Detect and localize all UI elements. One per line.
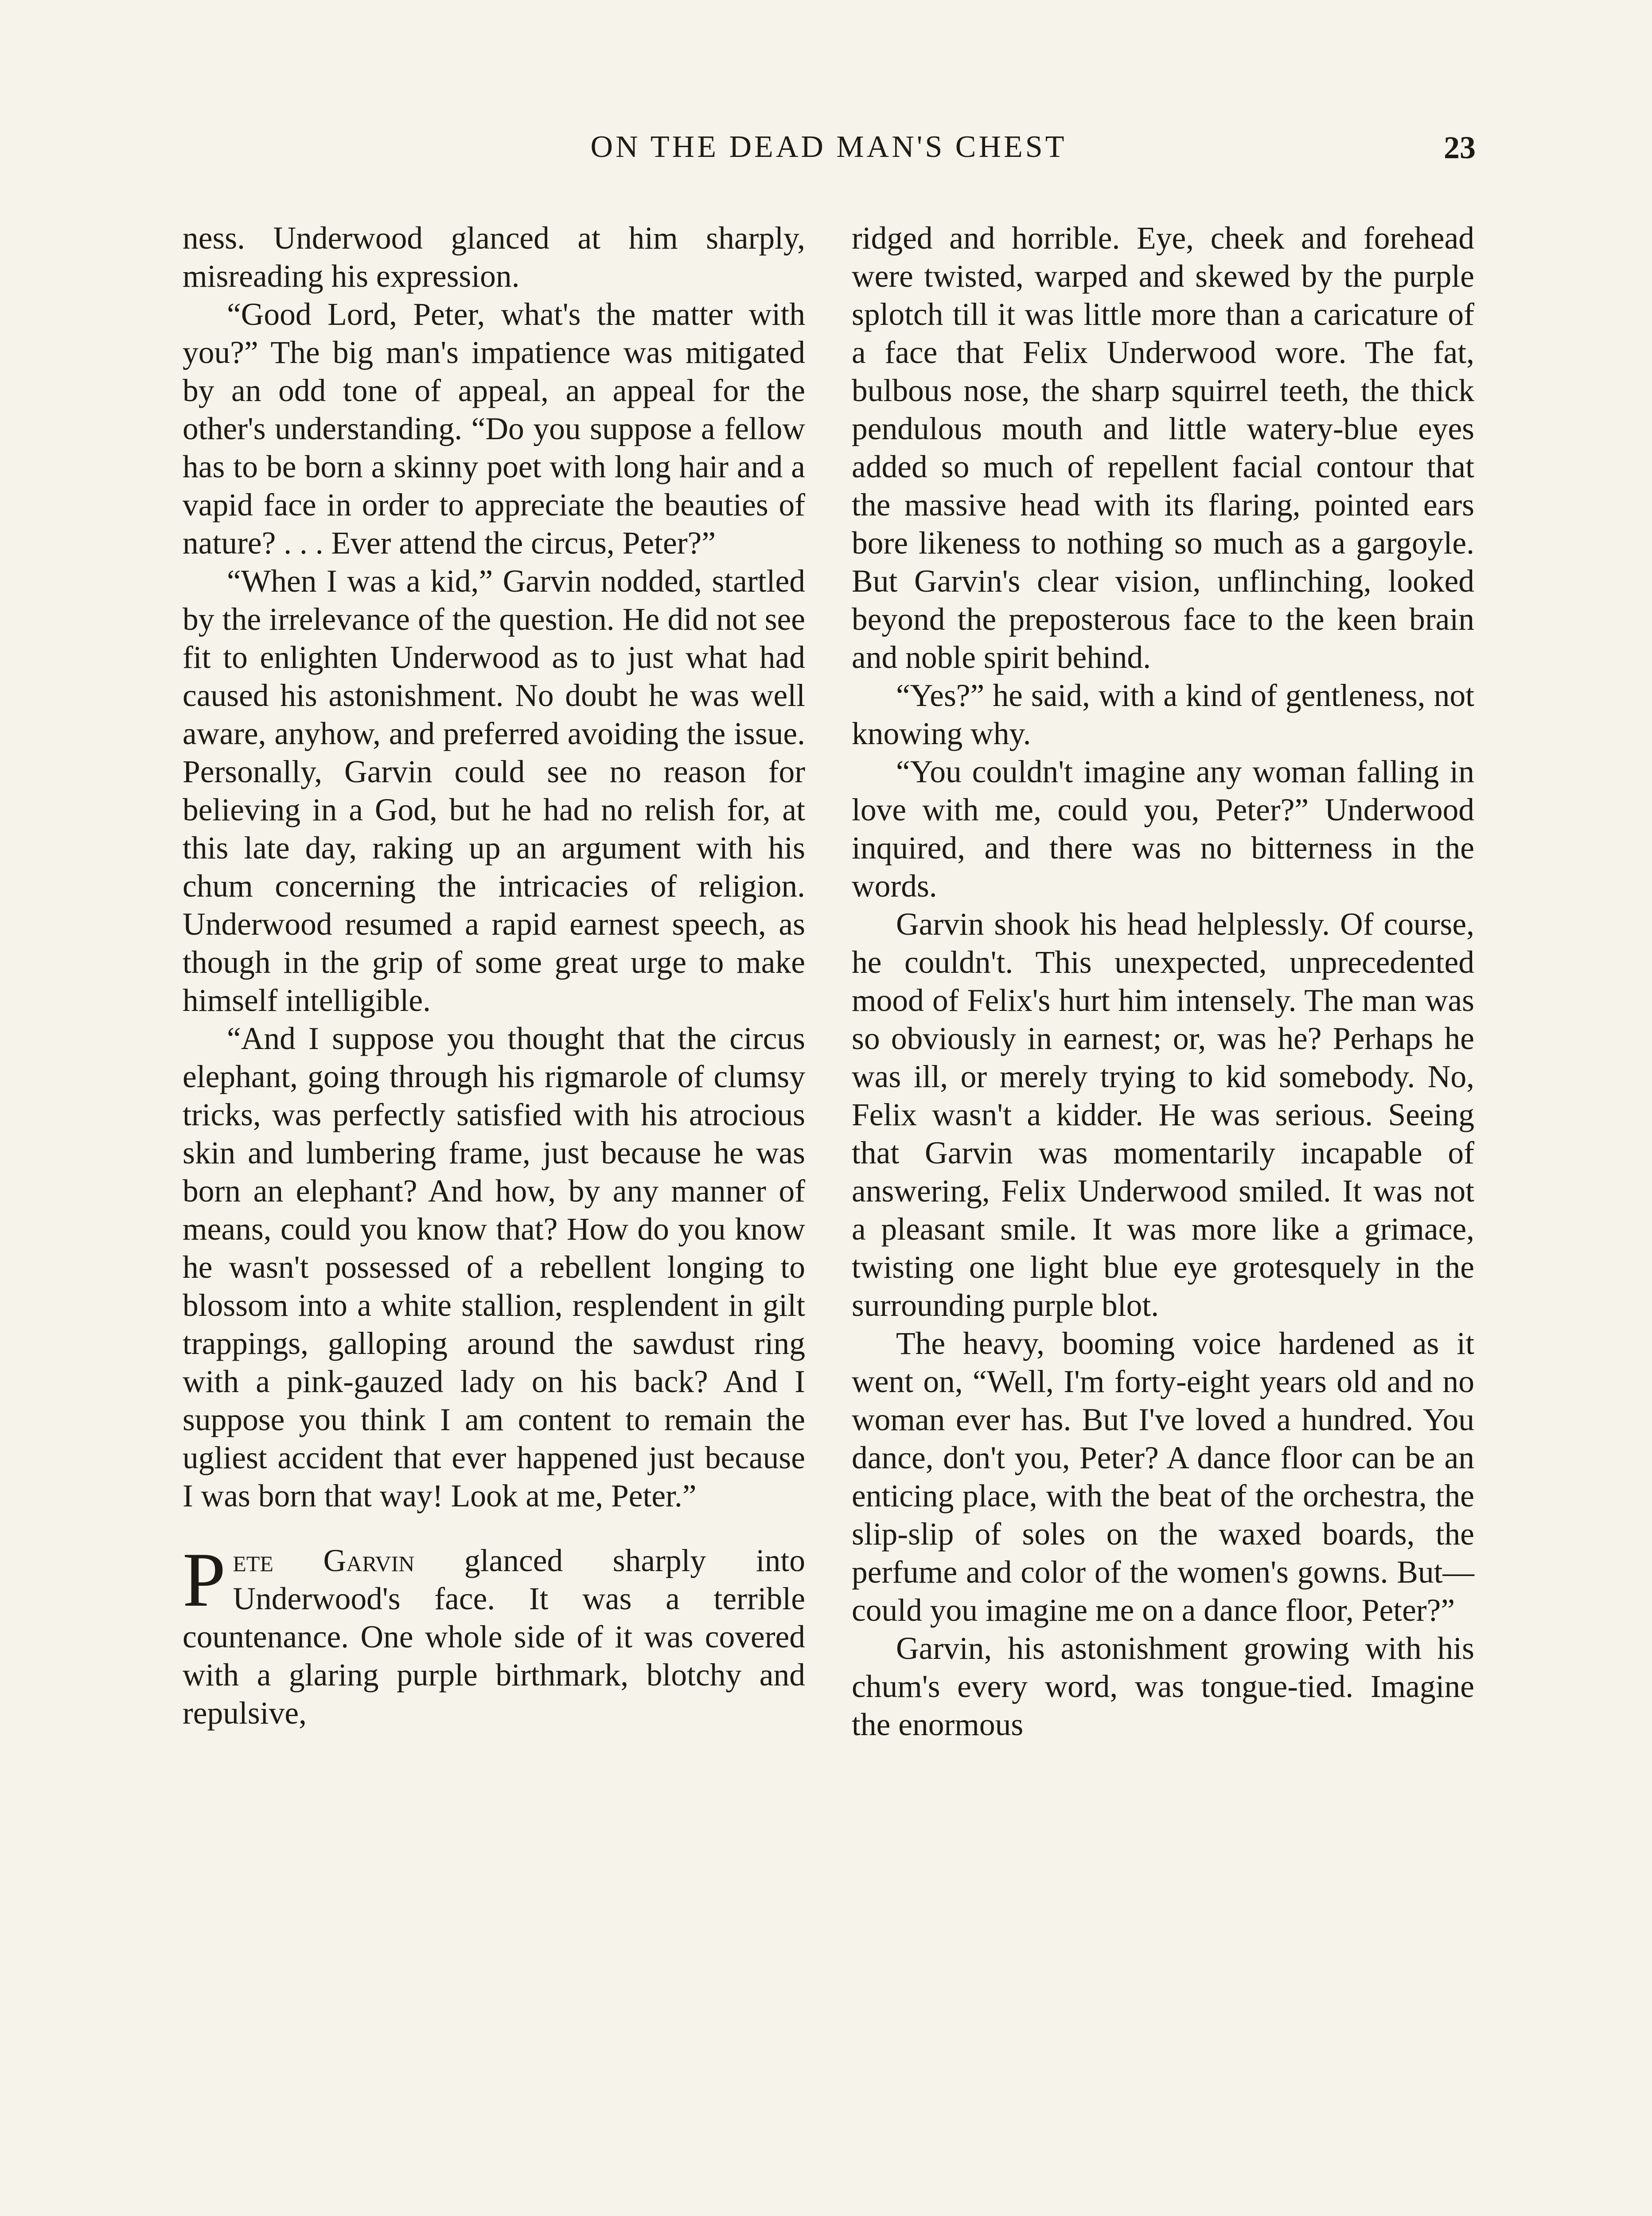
page-number: 23: [1444, 130, 1476, 165]
paragraph-dropcap: [183, 1537, 805, 1732]
paragraph: Garvin, his astonishment growing with his chum's every word, was tongue-tied. Imagine the enormous: [852, 1631, 1474, 1742]
running-head: [182, 129, 1476, 174]
paragraph: The heavy, booming voice hardened as it went on, “Well, I'm forty-eight years old and no woman ever has. But I've loved a hundred. You dance, don't you, Peter? A dance floor can be an enticing place, with the beat of the orchestra, the slip-slip of soles on the waxed boards, the perfume and color of the women's gowns. But—could you imagine me on a dance floor, Peter?”: [852, 1326, 1474, 1628]
paragraph: “When I was a kid,” Garvin nodded, startled by the irrelevance of the question. He did not see fit to enlighten Underwood as to just what had caused his astonishment. No doubt he was well aware, anyhow, and preferred avoiding the issue. Personally, Garvin could see no reason for believing in a God, but he had no relish for, at this late day, raking up an argument with his chum concerning the intricacies of religion. Underwood resumed a rapid earnest speech, as though in the grip of some great urge to make himself intelligible.: [183, 564, 805, 1018]
paragraph: ridged and horrible. Eye, cheek and forehead were twisted, warped and skewed by the purple splotch till it was little more than a caricature of a face that Felix Underwood wore. The fat, bulbous nose, the sharp squirrel teeth, the thick pendulous mouth and little watery-blue eyes added so much of repellent facial contour that the massive head with its flaring, pointed ears bore likeness to nothing so much as a gargoyle. But Garvin's clear vision, unflinching, looked beyond the preposterous face to the keen brain and noble spirit behind.: [852, 221, 1474, 675]
right-column: [852, 219, 1474, 1744]
paragraph: “Yes?” he said, with a kind of gentleness, not knowing why.: [852, 678, 1474, 751]
small-caps-lead: ete Garvin: [233, 1543, 415, 1578]
paragraph: “You couldn't imagine any woman falling in love with me, could you, Peter?” Underwood inquired, and there was no bitterness in the words.: [852, 754, 1474, 904]
drop-cap: P: [183, 1537, 226, 1623]
paragraph: “Good Lord, Peter, what's the matter with you?” The big man's impatience was mitigated by an odd tone of appeal, an appeal for the other's understanding. “Do you suppose a fellow has to be born a skinny poet with long hair and a vapid face in order to appreciate the beauties of nature? . . . Ever attend the circus, Peter?”: [183, 297, 805, 561]
left-column: [183, 219, 805, 1732]
running-title: ON THE DEAD MAN'S CHEST: [590, 130, 1067, 164]
paragraph: ness. Underwood glanced at him sharply, misreading his expression.: [183, 221, 805, 294]
paragraph: Garvin shook his head helplessly. Of course, he couldn't. This unexpected, unprecedented mood of Felix's hurt him intensely. The man was so obviously in earnest; or, was he? Perhaps he was ill, or merely trying to kid somebody. No, Felix wasn't a kidder. He was serious. Seeing that Garvin was momentarily incapable of answering, Felix Underwood smiled. It was not a pleasant smile. It was more like a grimace, twisting one light blue eye grotesquely in the surrounding purple blot.: [852, 907, 1474, 1323]
paragraph-text: glanced sharply into Underwood's face. It was a terrible countenance. One whole side of it was covered with a glaring purple birthmark, blotchy and repulsive,: [183, 1543, 805, 1731]
paragraph: “And I suppose you thought that the circus elephant, going through his rigmarole of clumsy tricks, was perfectly satisfied with his atrocious skin and lumbering frame, just because he was born an elephant? And how, by any manner of means, could you know that? How do you know he wasn't possessed of a rebellent longing to blossom into a white stallion, resplendent in gilt trappings, galloping around the sawdust ring with a pink-gauzed lady on his back? And I suppose you think I am content to remain the ugliest accident that ever happened just because I was born that way! Look at me, Peter.”: [183, 1021, 805, 1514]
